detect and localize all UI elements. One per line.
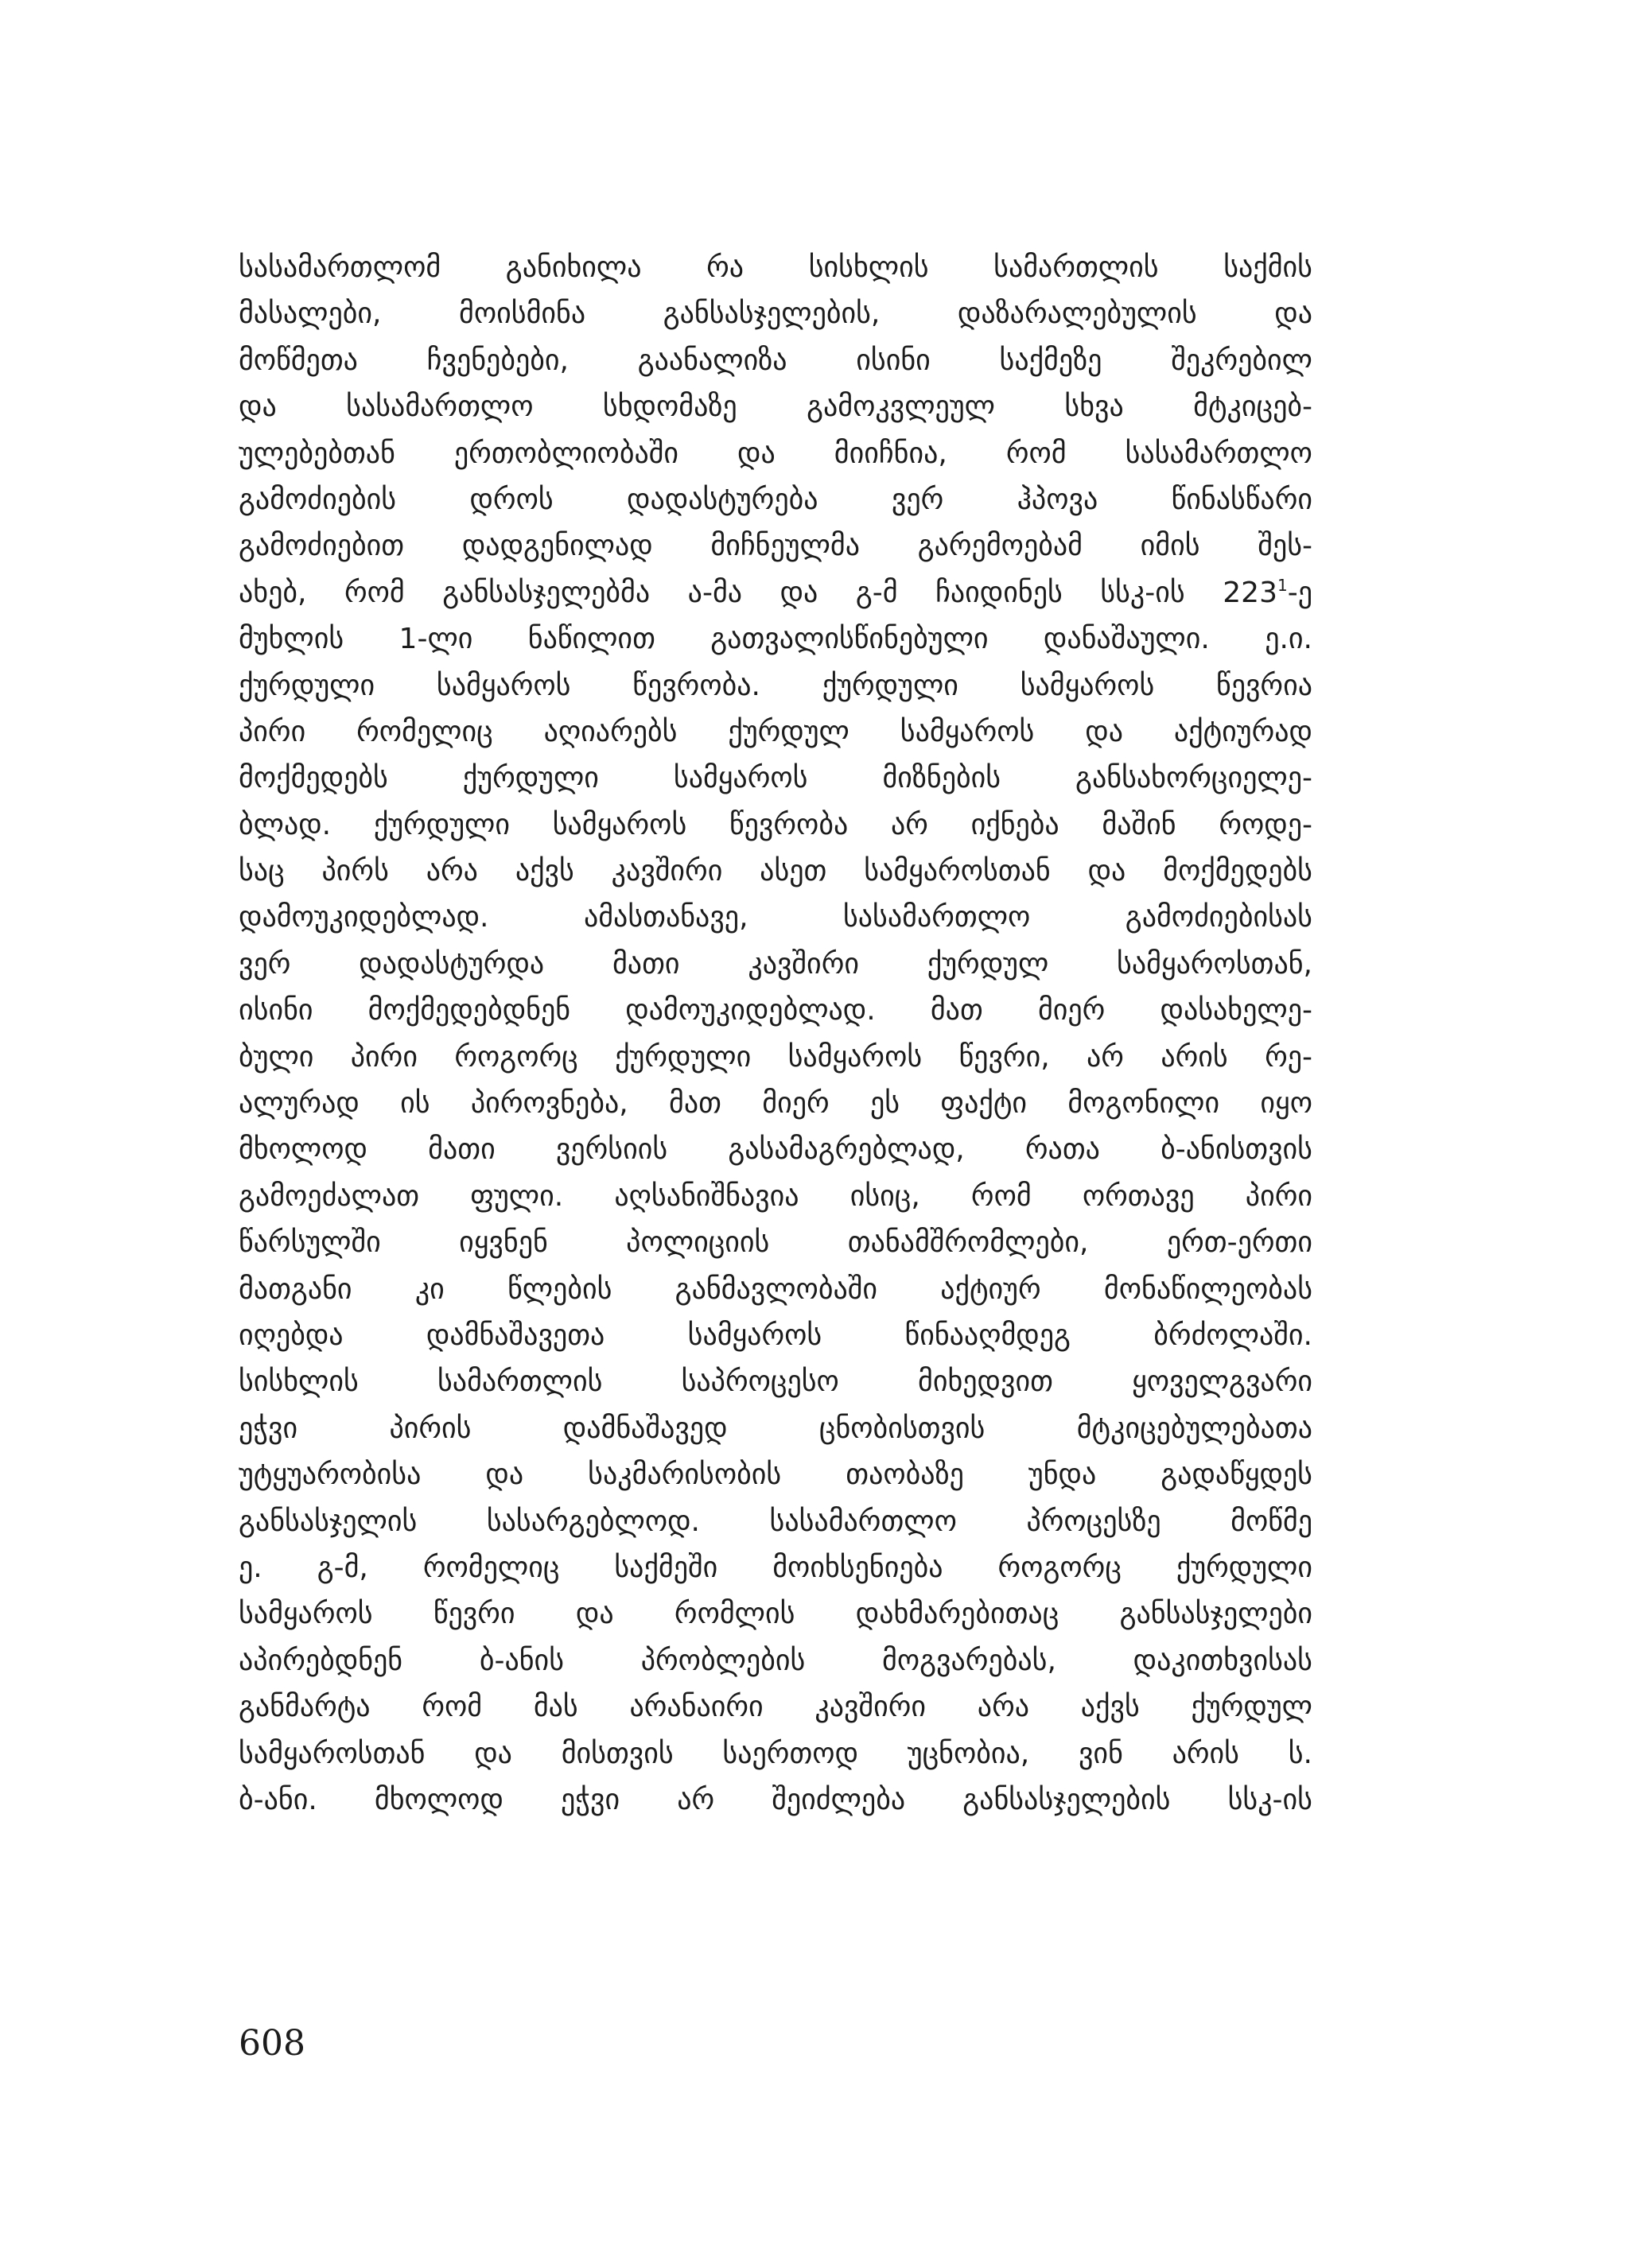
text-line-3: მოწმეთა ჩვენებები, გაანალიზა ისინი საქმეზე შეკრებილ: [239, 344, 1312, 377]
text-line-8-suffix: -ე: [1287, 576, 1312, 609]
text-line-19: ალურად ის პიროვნება, მათ მიერ ეს ფაქტი მოგონილი იყო: [239, 1087, 1312, 1120]
text-line-30: სამყაროს წევრი და რომლის დახმარებითაც განსასჯელები: [239, 1598, 1312, 1631]
text-line-21: გამოეძალათ ფული. აღსანიშნავია ისიც, რომ ორთავე პირი: [239, 1179, 1312, 1213]
article-superscript: 1: [1277, 575, 1288, 595]
text-line-17: ისინი მოქმედებდნენ დამოუკიდებლად. მათ მიერ დასახელე-: [239, 994, 1312, 1027]
text-line-15: დამოუკიდებლად. ამასთანავე, სასამართლო გამოძიებისას: [239, 901, 1312, 934]
text-line-7: გამოძიებით დადგენილად მიჩნეულმა გარემოებამ იმის შეს-: [239, 530, 1312, 563]
text-line-32: განმარტა რომ მას არანაირი კავშირი არა აქვს ქურდულ: [239, 1691, 1312, 1724]
page-number: 608: [239, 2023, 305, 2064]
text-line-1: სასამართლომ განიხილა რა სისხლის სამართლის საქმის: [239, 251, 1312, 284]
text-line-31: აპირებდნენ ბ-ანის პრობლების მოგვარებას, დაკითხვისას: [239, 1644, 1312, 1677]
text-line-11: პირი რომელიც აღიარებს ქურდულ სამყაროს და აქტიურად: [239, 715, 1312, 748]
text-line-9: მუხლის 1-ლი ნაწილით გათვალისწინებული დანაშაული. ე.ი.: [239, 623, 1312, 656]
text-line-28: განსასჯელის სასარგებლოდ. სასამართლო პროცესზე მოწმე: [239, 1505, 1312, 1538]
text-line-12: მოქმედებს ქურდული სამყაროს მიზნების განსახორციელე-: [239, 762, 1312, 795]
text-line-34: ბ-ანი. მხოლოდ ეჭვი არ შეიძლება განსასჯელების სსკ-ის: [239, 1783, 1312, 1816]
text-line-23: მათგანი კი წლების განმავლობაში აქტიურ მონაწილეობას: [239, 1272, 1312, 1306]
text-line-2: მასალები, მოისმინა განსასჯელების, დაზარალებულის და: [239, 297, 1312, 331]
text-line-10: ქურდული სამყაროს წევრობა. ქურდული სამყაროს წევრია: [239, 669, 1312, 702]
text-line-13: ბლად. ქურდული სამყაროს წევრობა არ იქნება მაშინ როდე-: [239, 808, 1312, 841]
text-line-24: იღებდა დამნაშავეთა სამყაროს წინააღმდეგ ბრძოლაში.: [239, 1318, 1312, 1352]
text-line-16: ვერ დადასტურდა მათი კავშირი ქურდულ სამყაროსთან,: [239, 947, 1312, 981]
text-line-4: და სასამართლო სხდომაზე გამოკვლეულ სხვა მტკიცებ-: [239, 390, 1312, 424]
text-line-27: უტყუარობისა და საკმარისობის თაობაზე უნდა გადაწყდეს: [239, 1458, 1312, 1492]
text-line-33: სამყაროსთან და მისთვის საერთოდ უცნობია, ვინ არის ს.: [239, 1737, 1312, 1770]
text-line-6: გამოძიების დროს დადასტურება ვერ ჰპოვა წინასწარი: [239, 483, 1312, 516]
text-line-26: ეჭვი პირის დამნაშავედ ცნობისთვის მტკიცებულებათა: [239, 1412, 1312, 1445]
text-line-20: მხოლოდ მათი ვერსიის გასამაგრებლად, რათა ბ-ანისთვის: [239, 1133, 1312, 1167]
text-line-18: ბული პირი როგორც ქურდული სამყაროს წევრი, არ არის რე-: [239, 1040, 1312, 1074]
text-line-5: ულებებთან ერთობლიობაში და მიიჩნია, რომ სასამართლო: [239, 437, 1312, 470]
text-line-29: ე. გ-მ, რომელიც საქმეში მოიხსენიება როგორც ქურდული: [239, 1551, 1312, 1584]
text-line-22: წარსულში იყვნენ პოლიციის თანამშრომლები, ერთ-ერთი: [239, 1226, 1312, 1260]
text-line-8: [239, 570, 1312, 616]
text-line-8-main: ახებ, რომ განსასჯელებმა ა-მა და გ-მ ჩაიდინეს სსკ-ის 223: [239, 576, 1277, 609]
text-line-25: სისხლის სამართლის საპროცესო მიხედვით ყოველგვარი: [239, 1365, 1312, 1399]
body-text: [239, 245, 1312, 1823]
text-line-14: საც პირს არა აქვს კავშირი ასეთ სამყაროსთან და მოქმედებს: [239, 855, 1312, 888]
